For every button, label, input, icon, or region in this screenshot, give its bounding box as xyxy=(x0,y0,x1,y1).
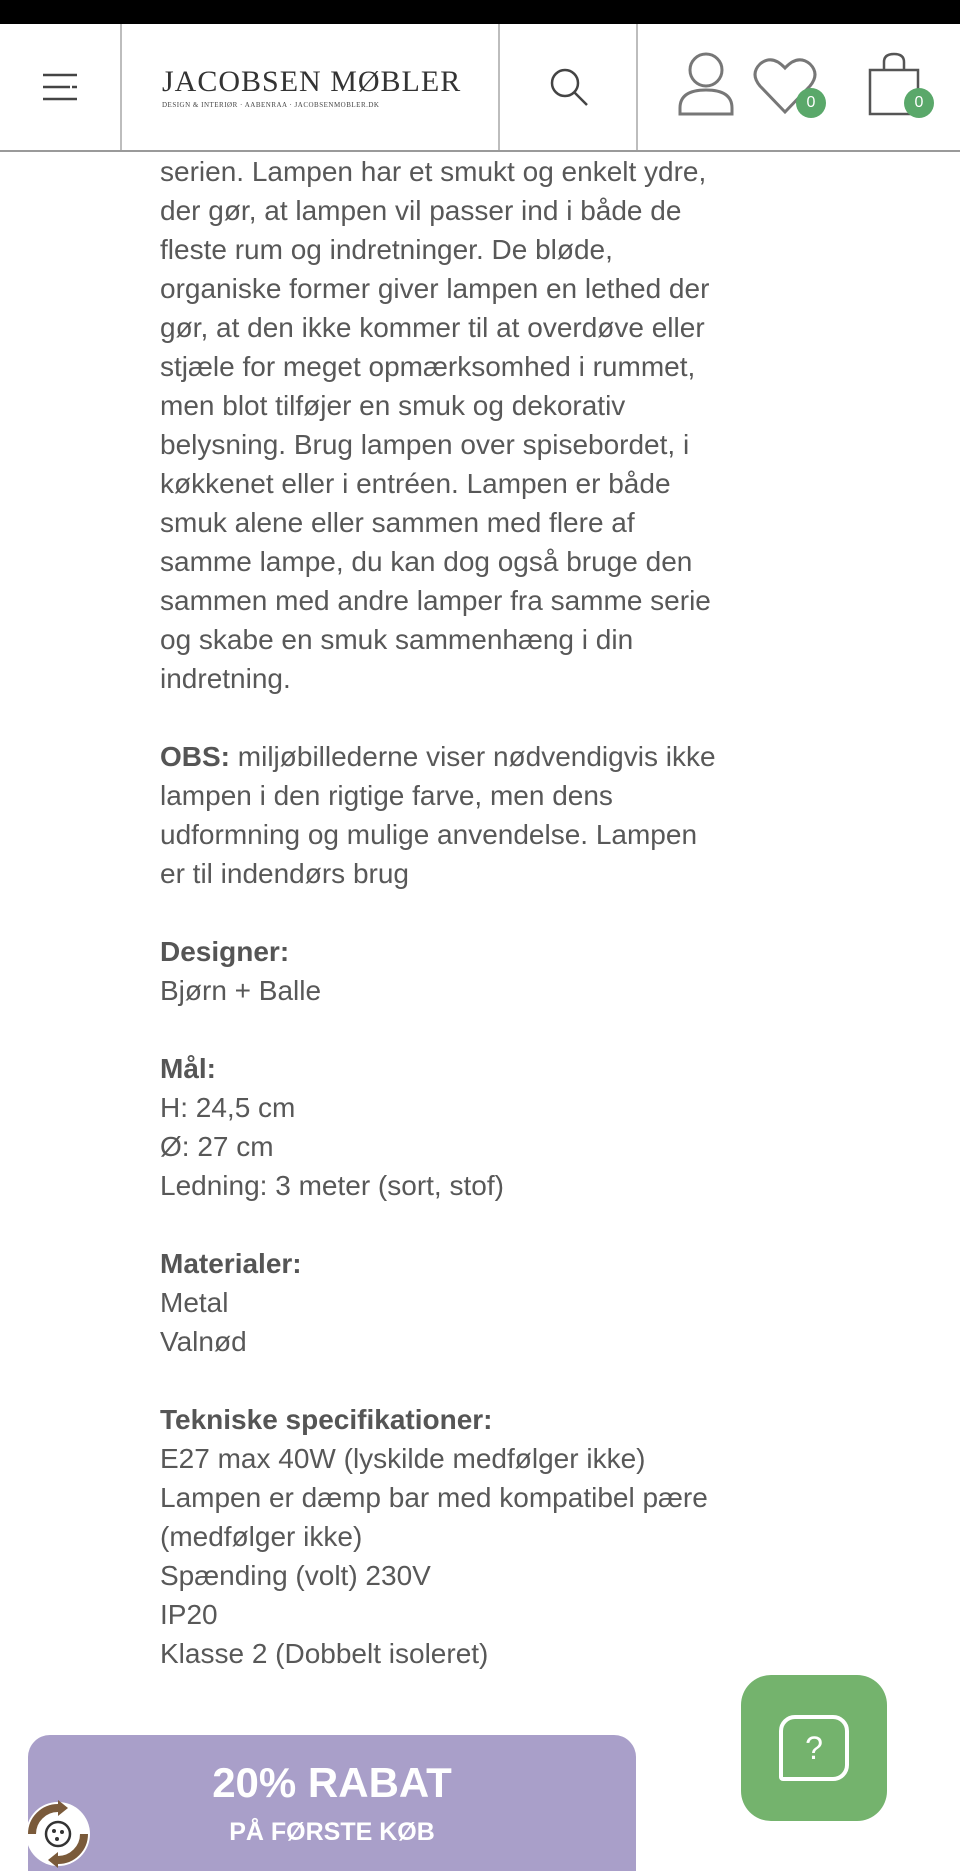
text-line: køkkenet eller i entréen. Lampen er både xyxy=(160,468,671,499)
help-question-icon: ? xyxy=(779,1715,849,1781)
obs-paragraph xyxy=(160,737,820,893)
text-line: serien. Lampen har et smukt og enkelt ydre, xyxy=(160,156,707,187)
material-line: Metal xyxy=(160,1287,229,1318)
text-line: stjæle for meget opmærksomhed i rummet, xyxy=(160,351,696,382)
promo-subtitle: PÅ FØRSTE KØB xyxy=(229,1818,435,1846)
dimension-line: H: 24,5 cm xyxy=(160,1092,296,1123)
material-line: Valnød xyxy=(160,1326,247,1357)
dimensions-heading: Mål: xyxy=(160,1053,216,1084)
designer-heading: Designer: xyxy=(160,936,290,967)
header-icons xyxy=(636,24,960,150)
obs-label: OBS: xyxy=(160,741,230,772)
search-button[interactable] xyxy=(498,24,638,150)
text-line: organiske former giver lampen en lethed der xyxy=(160,273,710,304)
text-line: sammen med andre lamper fra samme serie xyxy=(160,585,711,616)
text-line: smuk alene eller sammen med flere af xyxy=(160,507,635,538)
hamburger-menu-icon xyxy=(40,72,80,102)
product-description xyxy=(160,150,820,1673)
text-line: fleste rum og indretninger. De bløde, xyxy=(160,234,613,265)
obs-text: miljøbillederne viser nødvendigvis ikke xyxy=(230,741,716,772)
discount-promo-banner[interactable] xyxy=(28,1735,636,1871)
account-icon[interactable] xyxy=(674,50,738,116)
logo-title: JACOBSEN MØBLER xyxy=(162,65,462,98)
spec-line: Klasse 2 (Dobbelt isoleret) xyxy=(160,1638,489,1669)
promo-title: 20% RABAT xyxy=(212,1759,452,1806)
spec-line: (medfølger ikke) xyxy=(160,1521,363,1552)
text-line: udformning og mulige anvendelse. Lampen xyxy=(160,819,698,850)
search-icon xyxy=(547,65,591,109)
text-line: og skabe en smuk sammenhæng i din xyxy=(160,624,634,655)
dimension-line: Ledning: 3 meter (sort, stof) xyxy=(160,1170,504,1201)
help-chat-button[interactable] xyxy=(741,1675,887,1821)
text-line: men blot tilføjer en smuk og dekorativ xyxy=(160,390,626,421)
specs-heading: Tekniske specifikationer: xyxy=(160,1404,493,1435)
spec-line: Spænding (volt) 230V xyxy=(160,1560,431,1591)
status-bar xyxy=(0,0,960,24)
site-header xyxy=(0,24,960,152)
cart-count-badge: 0 xyxy=(904,88,934,118)
dimensions-section xyxy=(160,1049,820,1205)
text-line: belysning. Brug lampen over spisebordet, i xyxy=(160,429,690,460)
cookie-settings-icon[interactable] xyxy=(18,1790,98,1871)
spec-line: E27 max 40W (lyskilde medfølger ikke) xyxy=(160,1443,646,1474)
spec-line: IP20 xyxy=(160,1599,218,1630)
text-line: der gør, at lampen vil passer ind i både de xyxy=(160,195,682,226)
dimension-line: Ø: 27 cm xyxy=(160,1131,274,1162)
materials-section xyxy=(160,1244,820,1361)
menu-button[interactable] xyxy=(0,24,120,150)
site-logo[interactable] xyxy=(120,24,498,150)
spec-line: Lampen er dæmp bar med kompatibel pære xyxy=(160,1482,708,1513)
description-paragraph xyxy=(160,152,820,698)
text-line: indretning. xyxy=(160,663,291,694)
text-line: er til indendørs brug xyxy=(160,858,410,889)
materials-heading: Materialer: xyxy=(160,1248,302,1279)
text-line xyxy=(160,737,820,776)
designer-value: Bjørn + Balle xyxy=(160,975,322,1006)
text-line: gør, at den ikke kommer til at overdøve eller xyxy=(160,312,705,343)
specs-section xyxy=(160,1400,820,1673)
wishlist-count-badge: 0 xyxy=(796,88,826,118)
text-line: samme lampe, du kan dog også bruge den xyxy=(160,546,693,577)
text-line: lampen i den rigtige farve, men dens xyxy=(160,780,613,811)
designer-section xyxy=(160,932,820,1010)
logo-subtitle: DESIGN & INTERIØR · AABENRAA · JACOBSENMOBLER.DK xyxy=(162,101,380,109)
